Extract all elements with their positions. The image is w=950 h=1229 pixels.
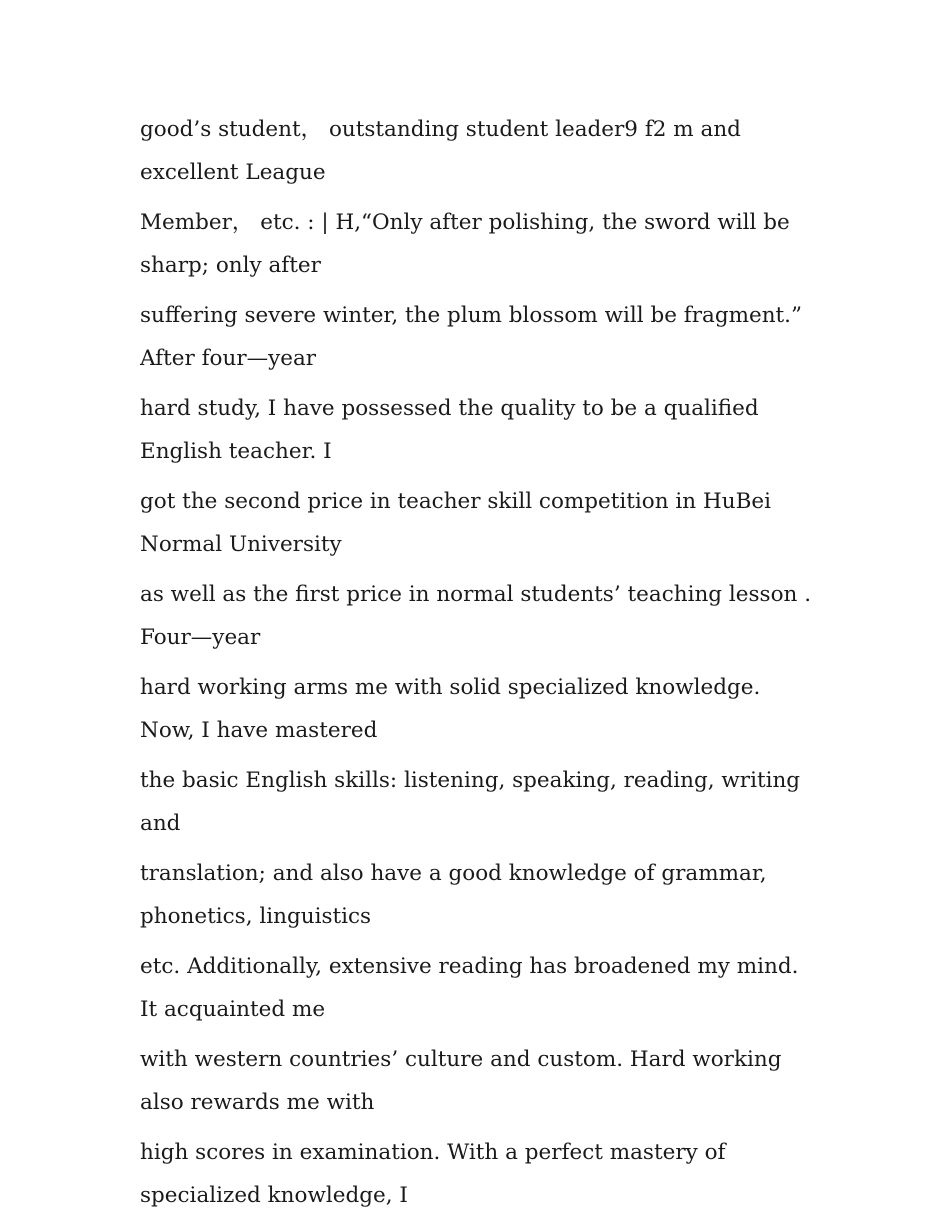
paragraph-7: hard working arms me with solid specialized knowledge. Now, I have mastered bbox=[140, 675, 761, 743]
paragraph-9: translation; and also have a good knowledge of grammar, phonetics, linguistics bbox=[140, 861, 767, 929]
paragraph-5: got the second price in teacher skill competition in HuBei Normal University bbox=[140, 489, 771, 557]
paragraph-11: with western countries’ culture and custom. Hard working also rewards me with bbox=[140, 1047, 782, 1115]
paragraph-1: good’s student， outstanding student leader9 f2 m and excellent League bbox=[140, 117, 741, 185]
paragraph-6: as well as the first price in normal students’ teaching lesson . Four—year bbox=[140, 582, 812, 650]
paragraph-10: etc. Additionally, extensive reading has broadened my mind. It acquainted me bbox=[140, 954, 799, 1022]
paragraph-2: Member， etc. : | H,“Only after polishing, the sword will be sharp; only after bbox=[140, 210, 790, 278]
paragraph-3: suffering severe winter, the plum blossom will be fragment.” After four—year bbox=[140, 303, 803, 371]
document-body bbox=[140, 108, 820, 1217]
paragraph-8: the basic English skills: listening, speaking, reading, writing and bbox=[140, 768, 801, 836]
paragraph-12: high scores in examination. With a perfect mastery of specialized knowledge, I bbox=[140, 1140, 726, 1208]
paragraph-4: hard study, I have possessed the quality to be a qualified English teacher. I bbox=[140, 396, 759, 464]
